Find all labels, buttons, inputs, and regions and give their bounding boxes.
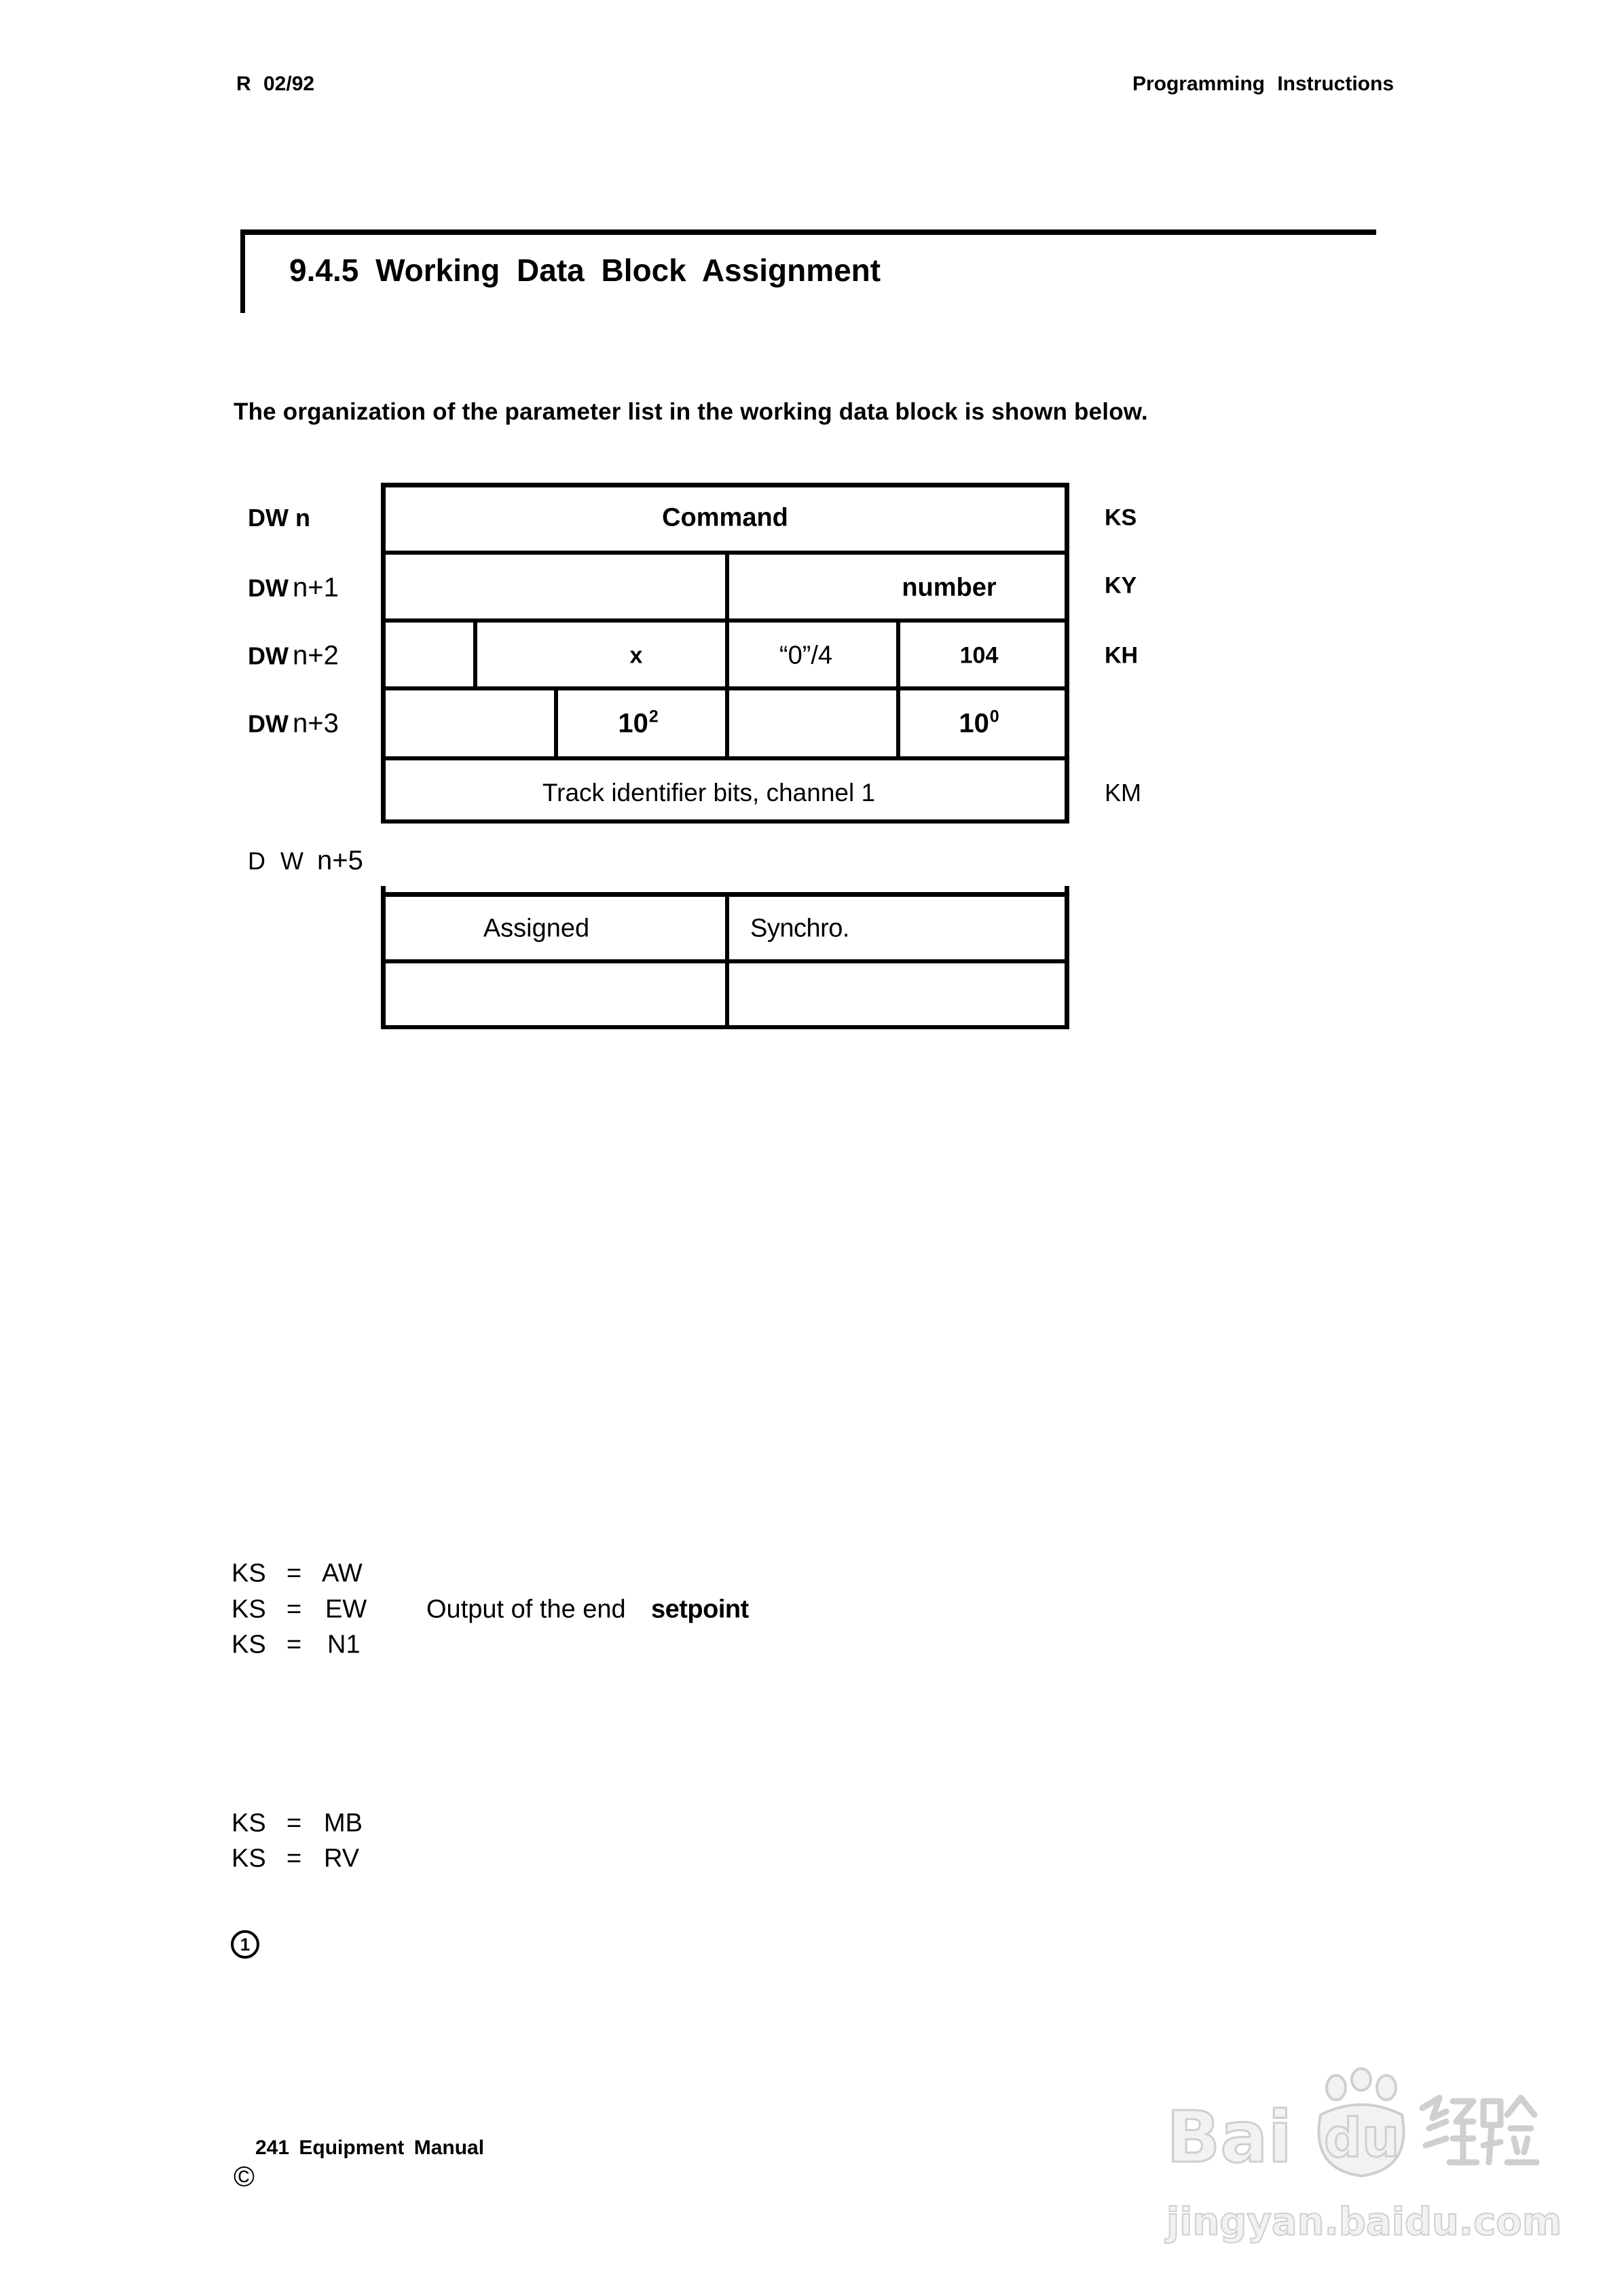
format-label-ks: KS bbox=[1105, 504, 1137, 531]
power-exponent: 2 bbox=[648, 707, 659, 726]
table-border-top bbox=[381, 483, 1069, 487]
row-label-prefix: D W bbox=[248, 847, 308, 875]
header-revision: R 02/92 bbox=[236, 73, 315, 95]
power-base: 10 bbox=[959, 708, 989, 739]
column-separator bbox=[554, 686, 558, 760]
table-border-right bbox=[1065, 886, 1069, 1029]
ks-value: MB bbox=[324, 1809, 363, 1838]
heading-rule-top bbox=[240, 229, 1376, 235]
cell-ten-pow-2 bbox=[618, 709, 658, 739]
power-exponent: 0 bbox=[989, 707, 999, 726]
row-label-prefix: DW bbox=[248, 574, 289, 602]
data-block-table bbox=[381, 483, 1069, 824]
table-border-bottom bbox=[381, 819, 1069, 824]
row-label-prefix: DW bbox=[248, 642, 289, 670]
footer-copyright: © bbox=[234, 2160, 255, 2192]
cell-synchro: Synchro. bbox=[750, 914, 849, 943]
watermark-brand-right: du bbox=[1324, 2108, 1400, 2169]
column-separator bbox=[725, 892, 729, 1029]
column-separator bbox=[725, 618, 729, 690]
row-label-prefix: DW bbox=[248, 504, 289, 532]
cell-104: 104 bbox=[959, 642, 999, 669]
ks-value: RV bbox=[324, 1844, 360, 1873]
ks-equals: = bbox=[287, 1630, 302, 1659]
row-label-prefix: DW bbox=[248, 709, 289, 738]
ks-equals: = bbox=[287, 1595, 302, 1624]
row-label-dw-n3 bbox=[248, 709, 339, 739]
cell-ten-pow-0 bbox=[959, 709, 999, 739]
row-label-suffix: n+2 bbox=[292, 640, 339, 671]
table-border-left bbox=[381, 886, 386, 1029]
row-label-dw-n5 bbox=[248, 846, 363, 876]
section-heading: 9.4.5 Working Data Block Assignment bbox=[289, 253, 881, 288]
row-label-suffix: n+1 bbox=[292, 572, 339, 603]
power-base: 10 bbox=[618, 708, 648, 739]
table-border-left bbox=[381, 483, 386, 824]
output-note-emphasis: setpoint bbox=[651, 1595, 749, 1624]
row-label-suffix: n+3 bbox=[292, 708, 339, 739]
watermark-url: jingyan.baidu.com bbox=[1166, 2200, 1562, 2244]
row-label-dw-n bbox=[248, 504, 310, 532]
cell-track-identifier-bits: Track identifier bits, channel 1 bbox=[542, 779, 876, 807]
table-border-right bbox=[1065, 483, 1069, 824]
ks-value: AW bbox=[322, 1559, 363, 1588]
header-chapter: Programming Instructions bbox=[1132, 73, 1394, 95]
format-label-kh: KH bbox=[1105, 642, 1139, 669]
ks-value: N1 bbox=[327, 1630, 361, 1659]
format-label-km: KM bbox=[1105, 779, 1141, 807]
ks-equals: = bbox=[287, 1559, 302, 1588]
ks-equals: = bbox=[287, 1844, 302, 1873]
format-label-ky: KY bbox=[1105, 572, 1137, 599]
watermark-brand-left: Bai bbox=[1166, 2096, 1293, 2179]
output-note-text: Output of the end bbox=[426, 1595, 626, 1624]
watermark-cn-glyphs bbox=[1416, 2091, 1541, 2173]
cell-number: number bbox=[902, 573, 997, 602]
ks-key: KS bbox=[232, 1630, 266, 1659]
assignment-table bbox=[381, 886, 1069, 1029]
cell-zero-four: “0”/4 bbox=[779, 641, 833, 670]
row-label-dw-n2 bbox=[248, 641, 339, 671]
ks-value: EW bbox=[325, 1595, 367, 1624]
column-separator bbox=[473, 618, 477, 690]
intro-text: The organization of the parameter list in the working data block is shown below. bbox=[234, 399, 1148, 425]
row-label-dw-n1 bbox=[248, 573, 339, 604]
footer-title: 241 Equipment Manual bbox=[255, 2137, 485, 2159]
ks-equals: = bbox=[287, 1809, 302, 1838]
column-separator bbox=[725, 686, 729, 760]
column-separator bbox=[725, 551, 729, 623]
column-separator bbox=[896, 686, 900, 760]
circled-digit-icon: 1 bbox=[231, 1930, 259, 1959]
cell-assigned: Assigned bbox=[483, 914, 590, 943]
column-separator bbox=[896, 618, 900, 690]
row-label-suffix: n bbox=[295, 504, 310, 532]
ks-key: KS bbox=[232, 1559, 266, 1588]
ks-key: KS bbox=[232, 1809, 266, 1838]
ks-key: KS bbox=[232, 1844, 266, 1873]
cell-x: x bbox=[629, 642, 643, 669]
cell-command: Command bbox=[662, 503, 788, 532]
row-label-suffix: n+5 bbox=[316, 845, 363, 876]
heading-rule-left bbox=[240, 229, 245, 313]
ks-key: KS bbox=[232, 1595, 266, 1624]
